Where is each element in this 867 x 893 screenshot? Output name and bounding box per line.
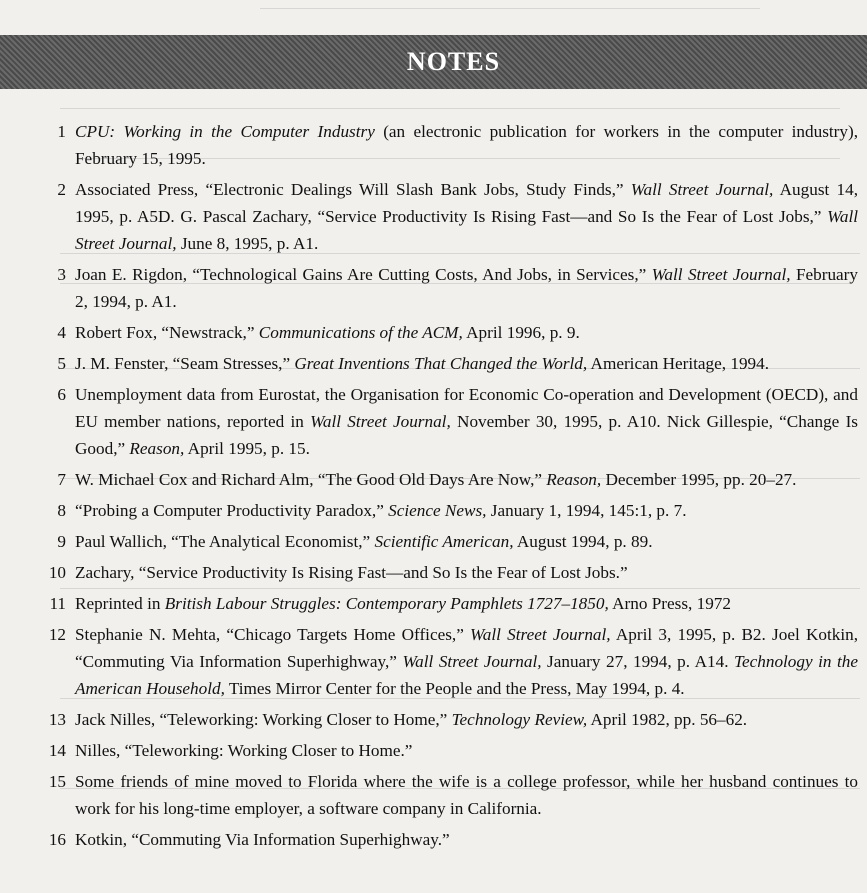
note-text: April 1982, pp. 56–62. bbox=[587, 710, 748, 729]
note-title-italic: Technology Review, bbox=[451, 710, 588, 729]
note-title-italic: Reason, bbox=[129, 439, 185, 458]
note-number: 13 bbox=[48, 710, 66, 729]
note-number: 4 bbox=[57, 323, 66, 342]
note-item bbox=[40, 590, 858, 617]
page-title: NOTES bbox=[406, 47, 501, 76]
note-title-italic: CPU: Working in the Computer Industry bbox=[75, 122, 375, 141]
note-title-italic: British Labour Struggles: Contemporary Pamphlets 1727–1850, bbox=[164, 594, 609, 613]
note-text: January 1, 1994, 145:1, p. 7. bbox=[486, 501, 687, 520]
note-number: 1 bbox=[57, 122, 66, 141]
note-number: 7 bbox=[57, 470, 66, 489]
note-title-italic: Communications of the ACM, bbox=[258, 323, 463, 342]
note-number: 14 bbox=[48, 741, 66, 760]
note-text: Associated Press, “Electronic Dealings Will Slash Bank Jobs, Study Finds,” bbox=[75, 180, 631, 199]
note-text: August 14, 1995, p. A5D. G. Pascal Zachary, “Service Productivity Is Rising Fast—and So Is the Fear of Lost Jobs,” bbox=[75, 180, 858, 226]
note-text: Nilles, “Teleworking: Working Closer to Home.” bbox=[75, 741, 413, 760]
note-text: Stephanie N. Mehta, “Chicago Targets Home Offices,” bbox=[75, 625, 471, 644]
note-number: 15 bbox=[48, 772, 66, 791]
note-number: 2 bbox=[57, 180, 66, 199]
note-text: January 27, 1994, p. A14. bbox=[541, 652, 735, 671]
note-text: Reprinted in bbox=[75, 594, 165, 613]
note-number: 5 bbox=[57, 354, 66, 373]
note-number: 16 bbox=[48, 830, 66, 849]
note-item bbox=[40, 768, 858, 822]
note-text: W. Michael Cox and Richard Alm, “The Good Old Days Are Now,” bbox=[75, 470, 547, 489]
note-text: Robert Fox, “Newstrack,” bbox=[75, 323, 259, 342]
note-item bbox=[40, 621, 858, 702]
note-item bbox=[40, 826, 858, 853]
note-number: 11 bbox=[49, 594, 66, 613]
note-item bbox=[40, 261, 858, 315]
note-text: “Probing a Computer Productivity Paradox,” bbox=[75, 501, 389, 520]
note-item bbox=[40, 176, 858, 257]
note-title-italic: Wall Street Journal, bbox=[75, 207, 858, 253]
note-number: 6 bbox=[57, 385, 66, 404]
note-title-italic: Technology in the American Household, bbox=[75, 652, 858, 698]
note-number: 8 bbox=[57, 501, 66, 520]
note-text: August 1994, p. 89. bbox=[513, 532, 653, 551]
note-text: April 1995, p. 15. bbox=[184, 439, 310, 458]
note-text: February 2, 1994, p. A1. bbox=[75, 265, 858, 311]
note-item bbox=[40, 350, 858, 377]
note-item bbox=[40, 466, 858, 493]
note-title-italic: Wall Street Journal, bbox=[310, 412, 451, 431]
note-number: 10 bbox=[48, 563, 66, 582]
note-title-italic: Wall Street Journal, bbox=[402, 652, 542, 671]
note-text: Some friends of mine moved to Florida where the wife is a college professor, while her husband continues to work for his long-time employer, a software company in California. bbox=[75, 772, 858, 818]
note-title-italic: Wall Street Journal, bbox=[470, 625, 611, 644]
note-text: December 1995, pp. 20–27. bbox=[601, 470, 797, 489]
note-title-italic: Science News, bbox=[388, 501, 487, 520]
note-title-italic: Wall Street Journal, bbox=[630, 180, 774, 199]
note-text: April 3, 1995, p. B2. Joel Kotkin, “Commuting Via Information Superhighway,” bbox=[75, 625, 858, 671]
note-text: J. M. Fenster, “Seam Stresses,” bbox=[75, 354, 295, 373]
note-text: November 30, 1995, p. A10. Nick Gillespie, “Change Is Good,” bbox=[75, 412, 858, 458]
note-item bbox=[40, 381, 858, 462]
note-number: 12 bbox=[48, 625, 66, 644]
note-text: American Heritage, 1994. bbox=[587, 354, 770, 373]
note-title-italic: Wall Street Journal, bbox=[651, 265, 791, 284]
note-item bbox=[40, 559, 858, 586]
note-text: Zachary, “Service Productivity Is Rising Fast—and So Is the Fear of Lost Jobs.” bbox=[75, 563, 628, 582]
note-item bbox=[40, 497, 858, 524]
notes-list bbox=[40, 118, 858, 857]
note-item bbox=[40, 319, 858, 346]
note-title-italic: Reason, bbox=[546, 470, 602, 489]
note-text: Arno Press, 1972 bbox=[608, 594, 731, 613]
note-item bbox=[40, 706, 858, 733]
note-text: Paul Wallich, “The Analytical Economist,” bbox=[75, 532, 375, 551]
note-text: Times Mirror Center for the People and the Press, May 1994, p. 4. bbox=[224, 679, 685, 698]
note-text: Joan E. Rigdon, “Technological Gains Are Cutting Costs, And Jobs, in Services,” bbox=[75, 265, 652, 284]
note-item bbox=[40, 528, 858, 555]
note-title-italic: Great Inventions That Changed the World, bbox=[294, 354, 588, 373]
note-item bbox=[40, 118, 858, 172]
note-text: June 8, 1995, p. A1. bbox=[176, 234, 319, 253]
note-text: April 1996, p. 9. bbox=[462, 323, 580, 342]
note-text: Kotkin, “Commuting Via Information Superhighway.” bbox=[75, 830, 450, 849]
note-text: Unemployment data from Eurostat, the Organisation for Economic Co-operation and Development (OECD), and EU member nations, reported in bbox=[75, 385, 858, 431]
note-title-italic: Scientific American, bbox=[374, 532, 514, 551]
note-text: (an electronic publication for workers in the computer industry), February 15, 1995. bbox=[75, 122, 858, 168]
note-text: Jack Nilles, “Teleworking: Working Closer to Home,” bbox=[75, 710, 452, 729]
note-number: 9 bbox=[57, 532, 66, 551]
note-number: 3 bbox=[57, 265, 66, 284]
notes-header-bar bbox=[0, 35, 867, 89]
note-item bbox=[40, 737, 858, 764]
